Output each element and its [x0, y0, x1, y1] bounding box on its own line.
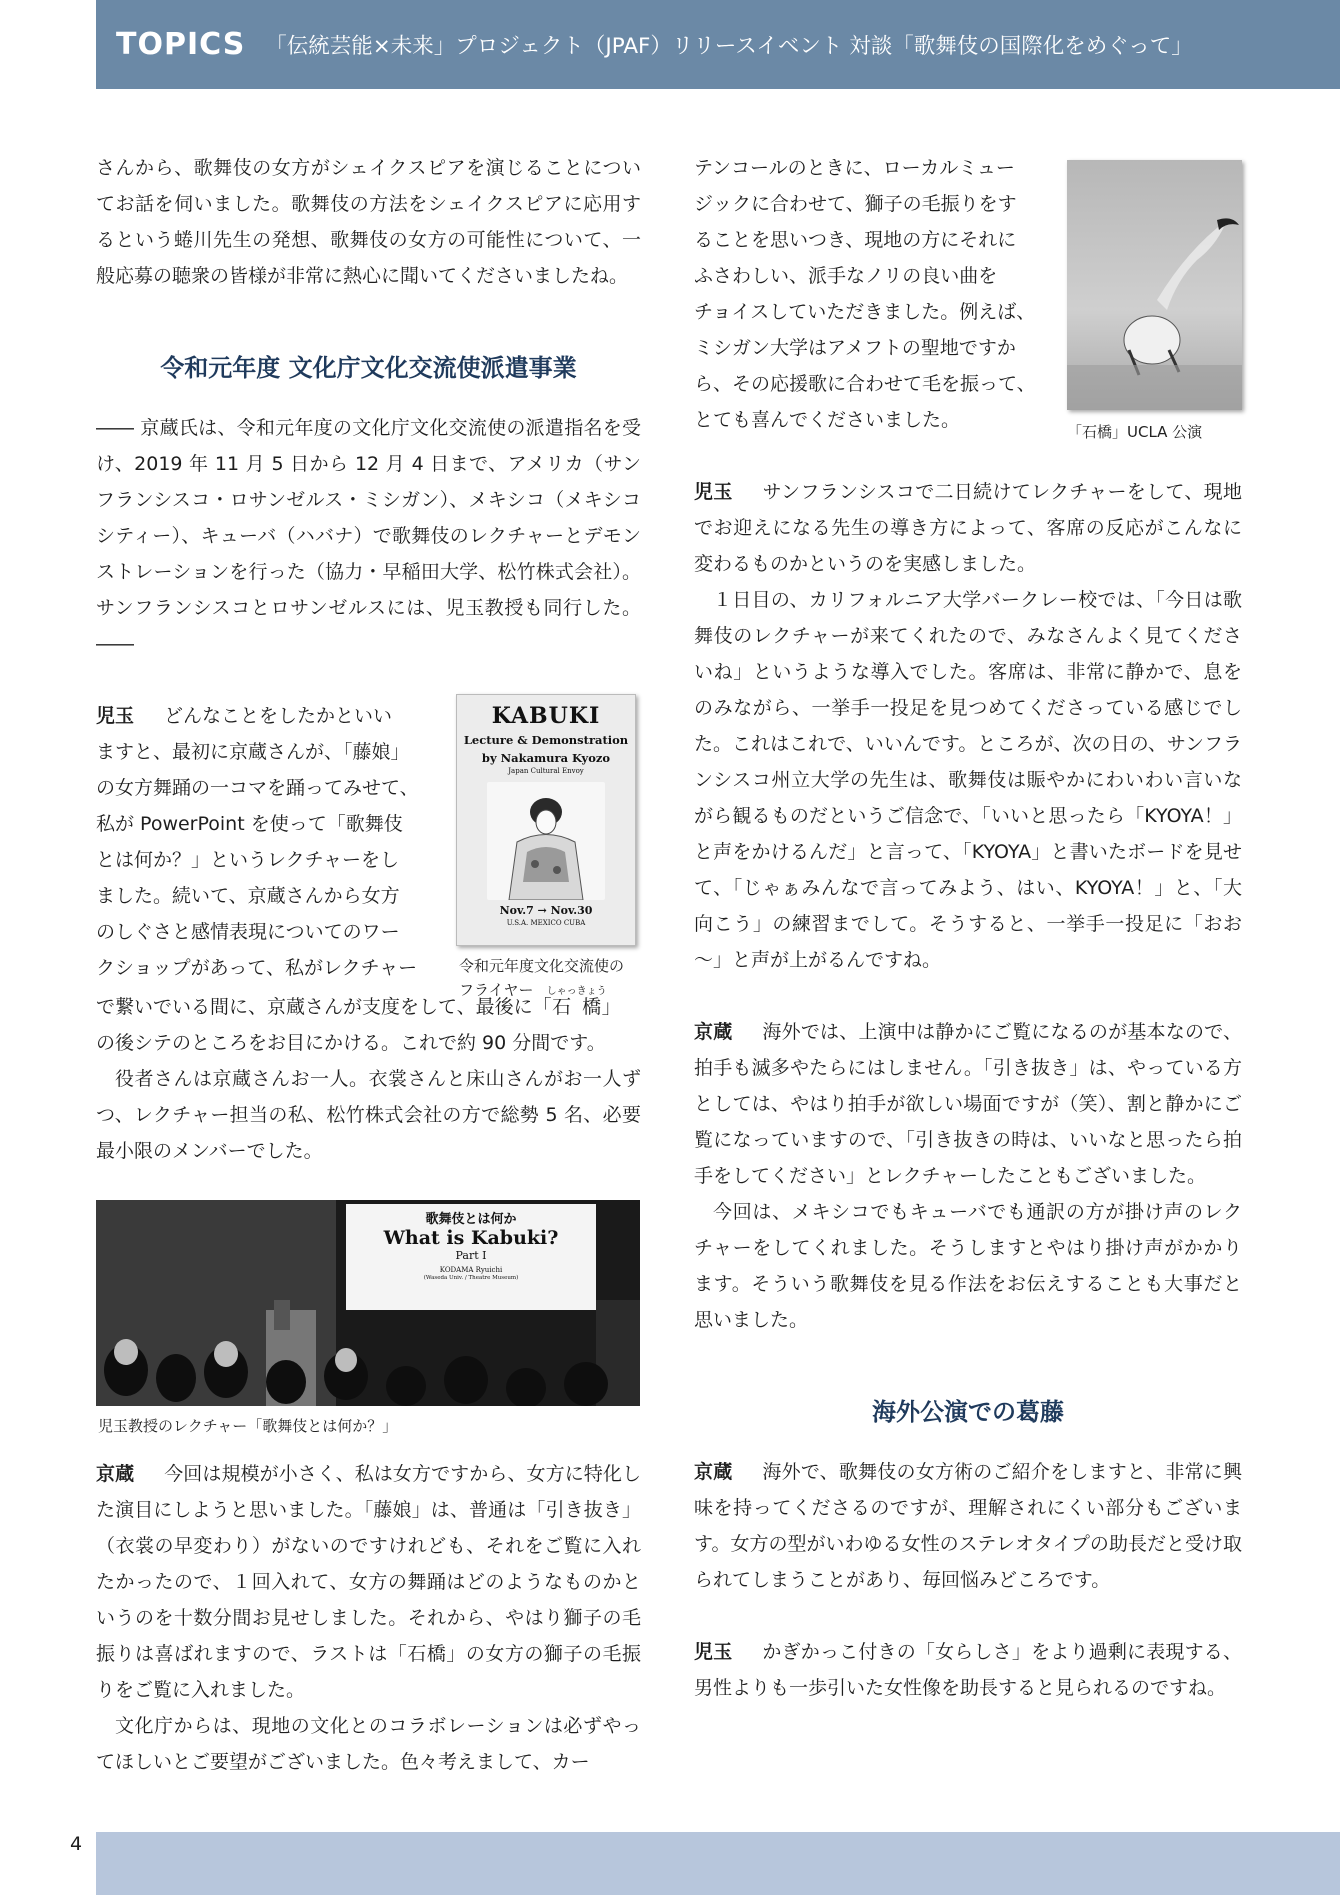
paragraph: 今回は、メキシコでもキューバでも通訳の方が掛け声のレクチャーをしてくれました。そうしますとやはり掛け声がかかります。そういう歌舞伎を見る作法をお伝えすることも大事だと思いました。 [694, 1201, 1242, 1331]
ucla-photo-caption: 「石橋」UCLA 公演 [1067, 423, 1203, 441]
kabuki-flyer-image [456, 694, 636, 946]
topics-label: TOPICS [116, 27, 246, 62]
text-line: とは何か？」というレクチャーをし [96, 849, 400, 871]
text-line: の後シテのところをお目にかける。これで約 90 分間です。 [96, 1032, 606, 1054]
flyer-title: KABUKI [491, 703, 601, 729]
paragraph: 役者さんは京蔵さんお一人。衣裳さんと床山さんがお一人ずつ、レクチャー担当の私、松竹株式会社の方で総勢 5 名、必要最小限のメンバーでした。 [96, 1068, 641, 1162]
text-line: 私が PowerPoint を使って「歌舞伎 [96, 813, 403, 835]
footer-bar [96, 1832, 1340, 1895]
lecture-photo [96, 1200, 640, 1406]
flyer-dates: Nov.7 → Nov.30 [499, 904, 593, 917]
page-number: 4 [70, 1833, 83, 1855]
text-line: テンコールのときに、ローカルミュー [694, 157, 1015, 179]
text-line: クショップがあって、私がレクチャー [96, 957, 418, 979]
header-title: 「伝統芸能×未来」プロジェクト（JPAF）リリースイベント 対談「歌舞伎の国際化をめぐって」 [265, 34, 1193, 59]
flyer-line: Lecture & Demonstration [463, 733, 629, 747]
onnagata-illustration [487, 782, 605, 900]
text-line: ふさわしい、派手なノリの良い曲を [694, 265, 998, 287]
speaker-label: 児玉 [694, 1641, 733, 1663]
text-line: ました。続いて、京蔵さんから女方 [96, 885, 400, 907]
left-column [96, 150, 641, 1169]
text-line: チョイスしていただきました。例えば、 [694, 301, 1036, 323]
text-line: のしぐさと感情表現についてのワー [96, 921, 400, 943]
intro-paragraph: ―― 京蔵氏は、令和元年度の文化庁文化交流使の派遣指名を受け、2019 年 11 月 5 日から 12 月 4 日まで、アメリカ（サンフランシスコ・ロサンゼルス・ミシガン）、メキシコ（メキシコシティー）、キューバ（ハバナ）で歌舞伎のレクチャーとデモンストレーションを行った（協力・早稲田大学、松竹株式会社）。サンフランシスコとロサンゼルスには、児玉教授も同行した。 ―― [96, 417, 641, 655]
paragraph: １日目の、カリフォルニア大学バークレー校では、「今日は歌舞伎のレクチャーが来てくれたので、みなさんよく見てくださいね」というような導入でした。客席は、非常に静かで、息をのみながら、一挙手一投足を見つめてくださっている感じでした。これはこれで、いいんです。ところが、次の日の、サンフランシスコ州立大学の先生は、歌舞伎は賑やかにわいわい言いながら観るものだというご信念で、「いいと思ったら「KYOYA！」と声をかけるんだ」と言って、「KYOYA」と書いたボードを見せて、「じゃぁみんなで言ってみよう、はい、KYOYA！」と、「大向こう」の練習までして。そうすると、一挙手一投足に「おお～」と声が上がるんですね。 [694, 589, 1242, 971]
text-line: ジックに合わせて、獅子の毛振りをす [694, 193, 1017, 215]
paragraph: 今回は規模が小さく、私は女方ですから、女方に特化した演目にしようと思いました。「藤娘」は、普通は「引き抜き」（衣裳の早変わり）がないのですけれども、それをご覧に入れたかったので、１回入れて、女方の舞踊はどのようなものかというのを十数分間お見せしました。それから、やはり獅子の毛振りは喜ばれますので、ラストは「石橋」の女方の獅子の毛振りをご覧に入れました。 [96, 1463, 641, 1701]
flyer-line: Japan Cultural Envoy [508, 767, 584, 775]
left-column-lower [96, 1456, 641, 1780]
speaker-label: 京蔵 [694, 1021, 733, 1043]
paragraph: 文化庁からは、現地の文化とのコラボレーションは必ずやってほしいとご要望がございました。色々考えまして、カー [96, 1715, 641, 1773]
ruby-shakkyo: 石橋しゃっきょう [546, 986, 607, 1018]
paragraph: サンフランシスコで二日続けてレクチャーをして、現地でお迎えになる先生の導き方によって、客席の反応がこんなに変わるものかというのを実感しました。 [694, 481, 1242, 575]
kodama-statement: 児玉 どんなことをしたかといい ますと、最初に京蔵さんが、「藤娘」 の女方舞踊の一コマを踊ってみせて、 私が PowerPoint を使って「歌舞伎 とは何か？」というレクチャーをし ました。続いて、京蔵さんから女方 のしぐさと感情表現についてのワー クショップがあって、私がレクチャー で繋いでいる間に、京蔵さんが支度をして、最後に「石橋しゃっきょう」 の後シテのところをお目にかける。これで約 90 分間です。 [96, 698, 641, 1061]
right-column [694, 150, 1242, 1706]
text-line: ることを思いつき、現地の方にそれに [694, 229, 1017, 251]
paragraph: 海外で、歌舞伎の女方術のご紹介をしますと、非常に興味を持ってくださるのですが、理解されにくい部分もございます。女方の型がいわゆる女性のステレオタイプの助長だと受け取られてしまうことがあり、毎回悩みどころです。 [694, 1461, 1242, 1591]
lecture-photo-caption: 児玉教授のレクチャー「歌舞伎とは何か？」 [98, 1417, 398, 1435]
text-line: で繋いでいる間に、京蔵さんが支度をして、最後に「 [96, 996, 552, 1018]
section-heading: 令和元年度 文化庁文化交流使派遣事業 [160, 354, 577, 382]
speaker-label: 京蔵 [694, 1461, 733, 1483]
speaker-label: 児玉 [96, 705, 135, 727]
flyer-line: by Nakamura Kyozo [481, 751, 611, 765]
text-line: ミシガン大学はアメフトの聖地ですか [694, 337, 1016, 359]
speaker-label: 京蔵 [96, 1463, 135, 1485]
section-heading: 海外公演での葛藤 [872, 1398, 1064, 1426]
paragraph: 海外では、上演中は静かにご覧になるのが基本なので、拍手も滅多やたらにはしません。「引き抜き」は、やっている方としては、やはり拍手が欲しい場面ですが（笑）、割と静かにご覧になっていますので、「引き抜きの時は、いいなと思ったら拍手をしてください」とレクチャーしたこともございました。 [694, 1021, 1242, 1187]
paragraph: かぎかっこ付きの「女らしさ」をより過剰に表現する、男性よりも一歩引いた女性像を助長すると見られるのですね。 [694, 1641, 1242, 1699]
text-line: とても喜んでくださいました。 [694, 409, 961, 431]
text-line: どんなことをしたかといい [164, 705, 393, 727]
header-bar [96, 0, 1340, 89]
text-line: ら、その応援歌に合わせて毛を振って、 [694, 373, 1036, 395]
flyer-caption: 令和元年度文化交流使の フライヤー [459, 957, 625, 999]
text-line: の女方舞踊の一コマを踊ってみせて、 [96, 777, 419, 799]
text-line: ますと、最初に京蔵さんが、「藤娘」 [96, 741, 410, 763]
flyer-countries: U.S.A. MEXICO CUBA [506, 919, 586, 927]
projection-screen: 歌舞伎とは何か What is Kabuki? Part I KODAMA Ryuichi (Waseda Univ. / Theatre Museum) [346, 1204, 596, 1310]
speaker-label: 児玉 [694, 481, 733, 503]
paragraph: さんから、歌舞伎の女方がシェイクスピアを演じることについてお話を伺いました。歌舞伎の方法をシェイクスピアに応用するという蜷川先生の発想、歌舞伎の女方の可能性について、一般応募の聴衆の皆様が非常に熱心に聞いてくださいましたね。 [96, 157, 641, 287]
